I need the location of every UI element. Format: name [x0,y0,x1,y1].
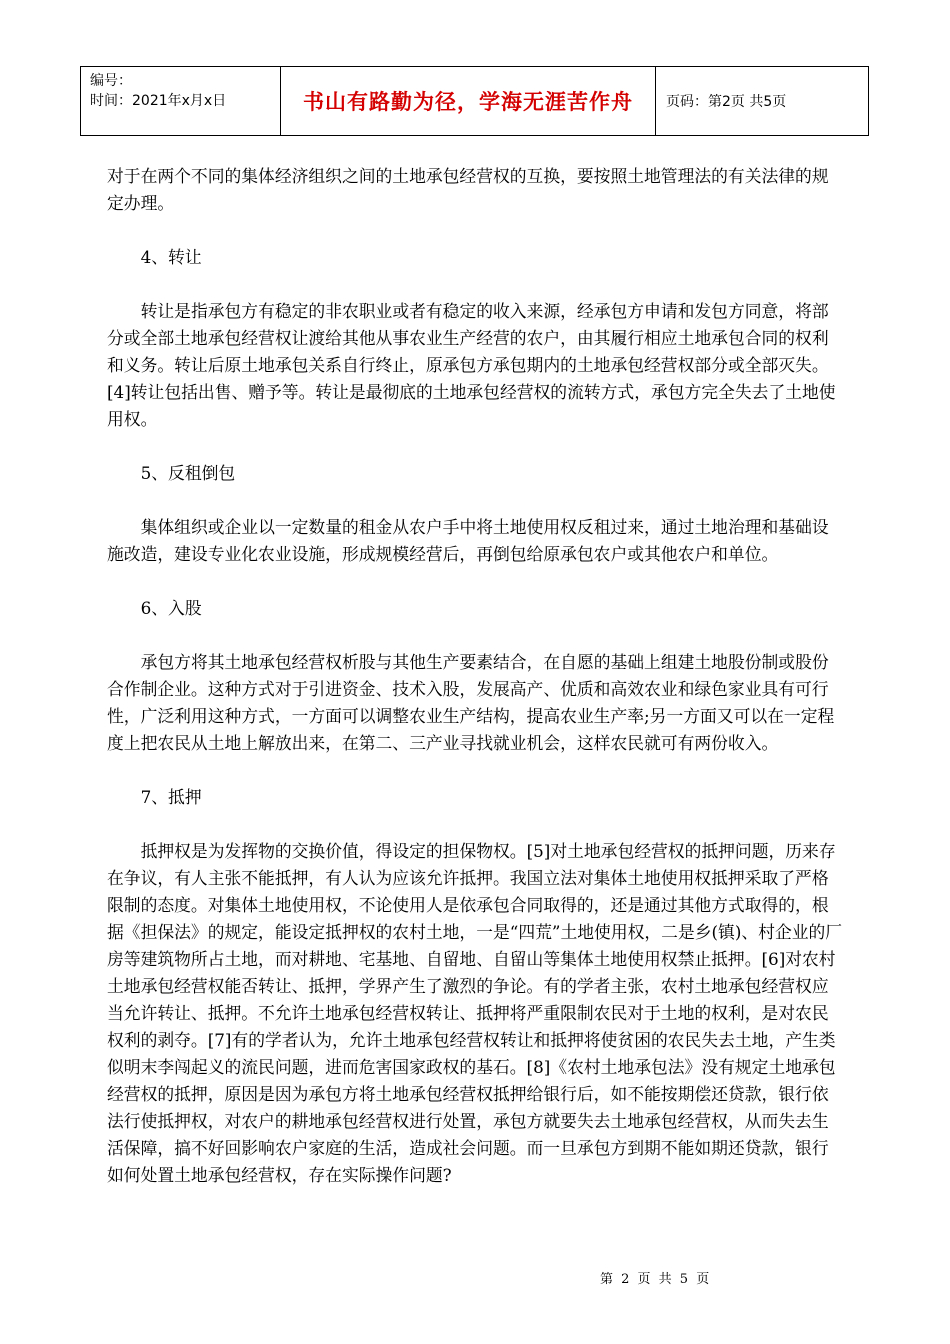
header-meta-cell [81,67,281,135]
paragraph-shares: 承包方将其土地承包经营权析股与其他生产要素结合，在自愿的基础上组建土地股份制或股份合作制企业。这种方式对于引进资金、技术入股，发展高产、优质和高效农业和绿色家业具有可行性，广泛利用这种方式，一方面可以调整农业生产结构，提高农业生产率;另一方面又可以在一定程度上把农民从土地上解放出来，在第二、三产业寻找就业机会，这样农民就可有两份收入。 [107,652,835,753]
section-heading-lease-back: 5、反租倒包 [140,463,236,483]
page-footer: 第 2 页 共 5 页 [600,1272,712,1287]
document-number-label: 编号： [90,73,132,89]
page-header [80,66,869,136]
section-heading-mortgage: 7、抵押 [140,787,202,807]
header-motto: 书山有路勤为径，学海无涯苦作舟 [303,90,633,114]
paragraph-mortgage: 抵押权是为发挥物的交换价值，得设定的担保物权。[5]对土地承包经营权的抵押问题，历来存在争议，有人主张不能抵押，有人认为应该允许抵押。我国立法对集体土地使用权抵押采取了严格限制的态度。对集体土地使用权，不论使用人是依承包合同取得的，还是通过其他方式取得的，根据《担保法》的规定，能设定抵押权的农村土地，一是“四荒”土地使用权，二是乡(镇)、村企业的厂房等建筑物所占土地，而对耕地、宅基地、自留地、自留山等集体土地使用权禁止抵押。[6]对农村土地承包经营权能否转让、抵押，学界产生了激烈的争论。有的学者主张，农村土地承包经营权应当允许转让、抵押。不允许土地承包经营权转让、抵押将严重限制农民对于土地的权利，是对农民权利的剥夺。[7]有的学者认为，允许土地承包经营权转让和抵押将使贫困的农民失去土地，产生类似明末李闯起义的流民问题，进而危害国家政权的基石。[8]《农村土地承包法》没有规定土地承包经营权的抵押，原因是因为承包方将土地承包经营权抵押给银行后，如不能按期偿还贷款，银行依法行使抵押权，对农户的耕地承包经营权进行处置，承包方就要失去土地承包经营权，从而失去生活保障，搞不好回影响农户家庭的生活，造成社会问题。而一旦承包方到期不能如期还贷款，银行如何处置土地承包经营权，存在实际操作问题? [107,841,843,1185]
document-time-label: 时间：2021年x月x日 [90,93,227,109]
header-page-cell [656,67,868,135]
section-heading-shares: 6、入股 [140,598,202,618]
paragraph-lease-back: 集体组织或企业以一定数量的租金从农户手中将土地使用权反租过来，通过土地治理和基础设施改造，建设专业化农业设施，形成规模经营后，再倒包给原承包农户或其他农户和单位。 [107,517,829,564]
paragraph-exchange: 对于在两个不同的集体经济组织之间的土地承包经营权的互换，要按照土地管理法的有关法律的规定办理。 [107,166,829,213]
header-motto-cell [281,67,656,135]
paragraph-transfer: 转让是指承包方有稳定的非农职业或者有稳定的收入来源，经承包方申请和发包方同意，将部分或全部土地承包经营权让渡给其他从事农业生产经营的农户，由其履行相应土地承包合同的权利和义务。转让后原土地承包关系自行终止，原承包方承包期内的土地承包经营权部分或全部灭失。[4]转让包括出售、赠予等。转让是最彻底的土地承包经营权的流转方式，承包方完全失去了土地使用权。 [107,301,836,429]
header-page-info: 页码：第2页 共5页 [666,94,787,110]
document-body [107,163,843,1189]
section-heading-transfer: 4、转让 [140,247,202,267]
